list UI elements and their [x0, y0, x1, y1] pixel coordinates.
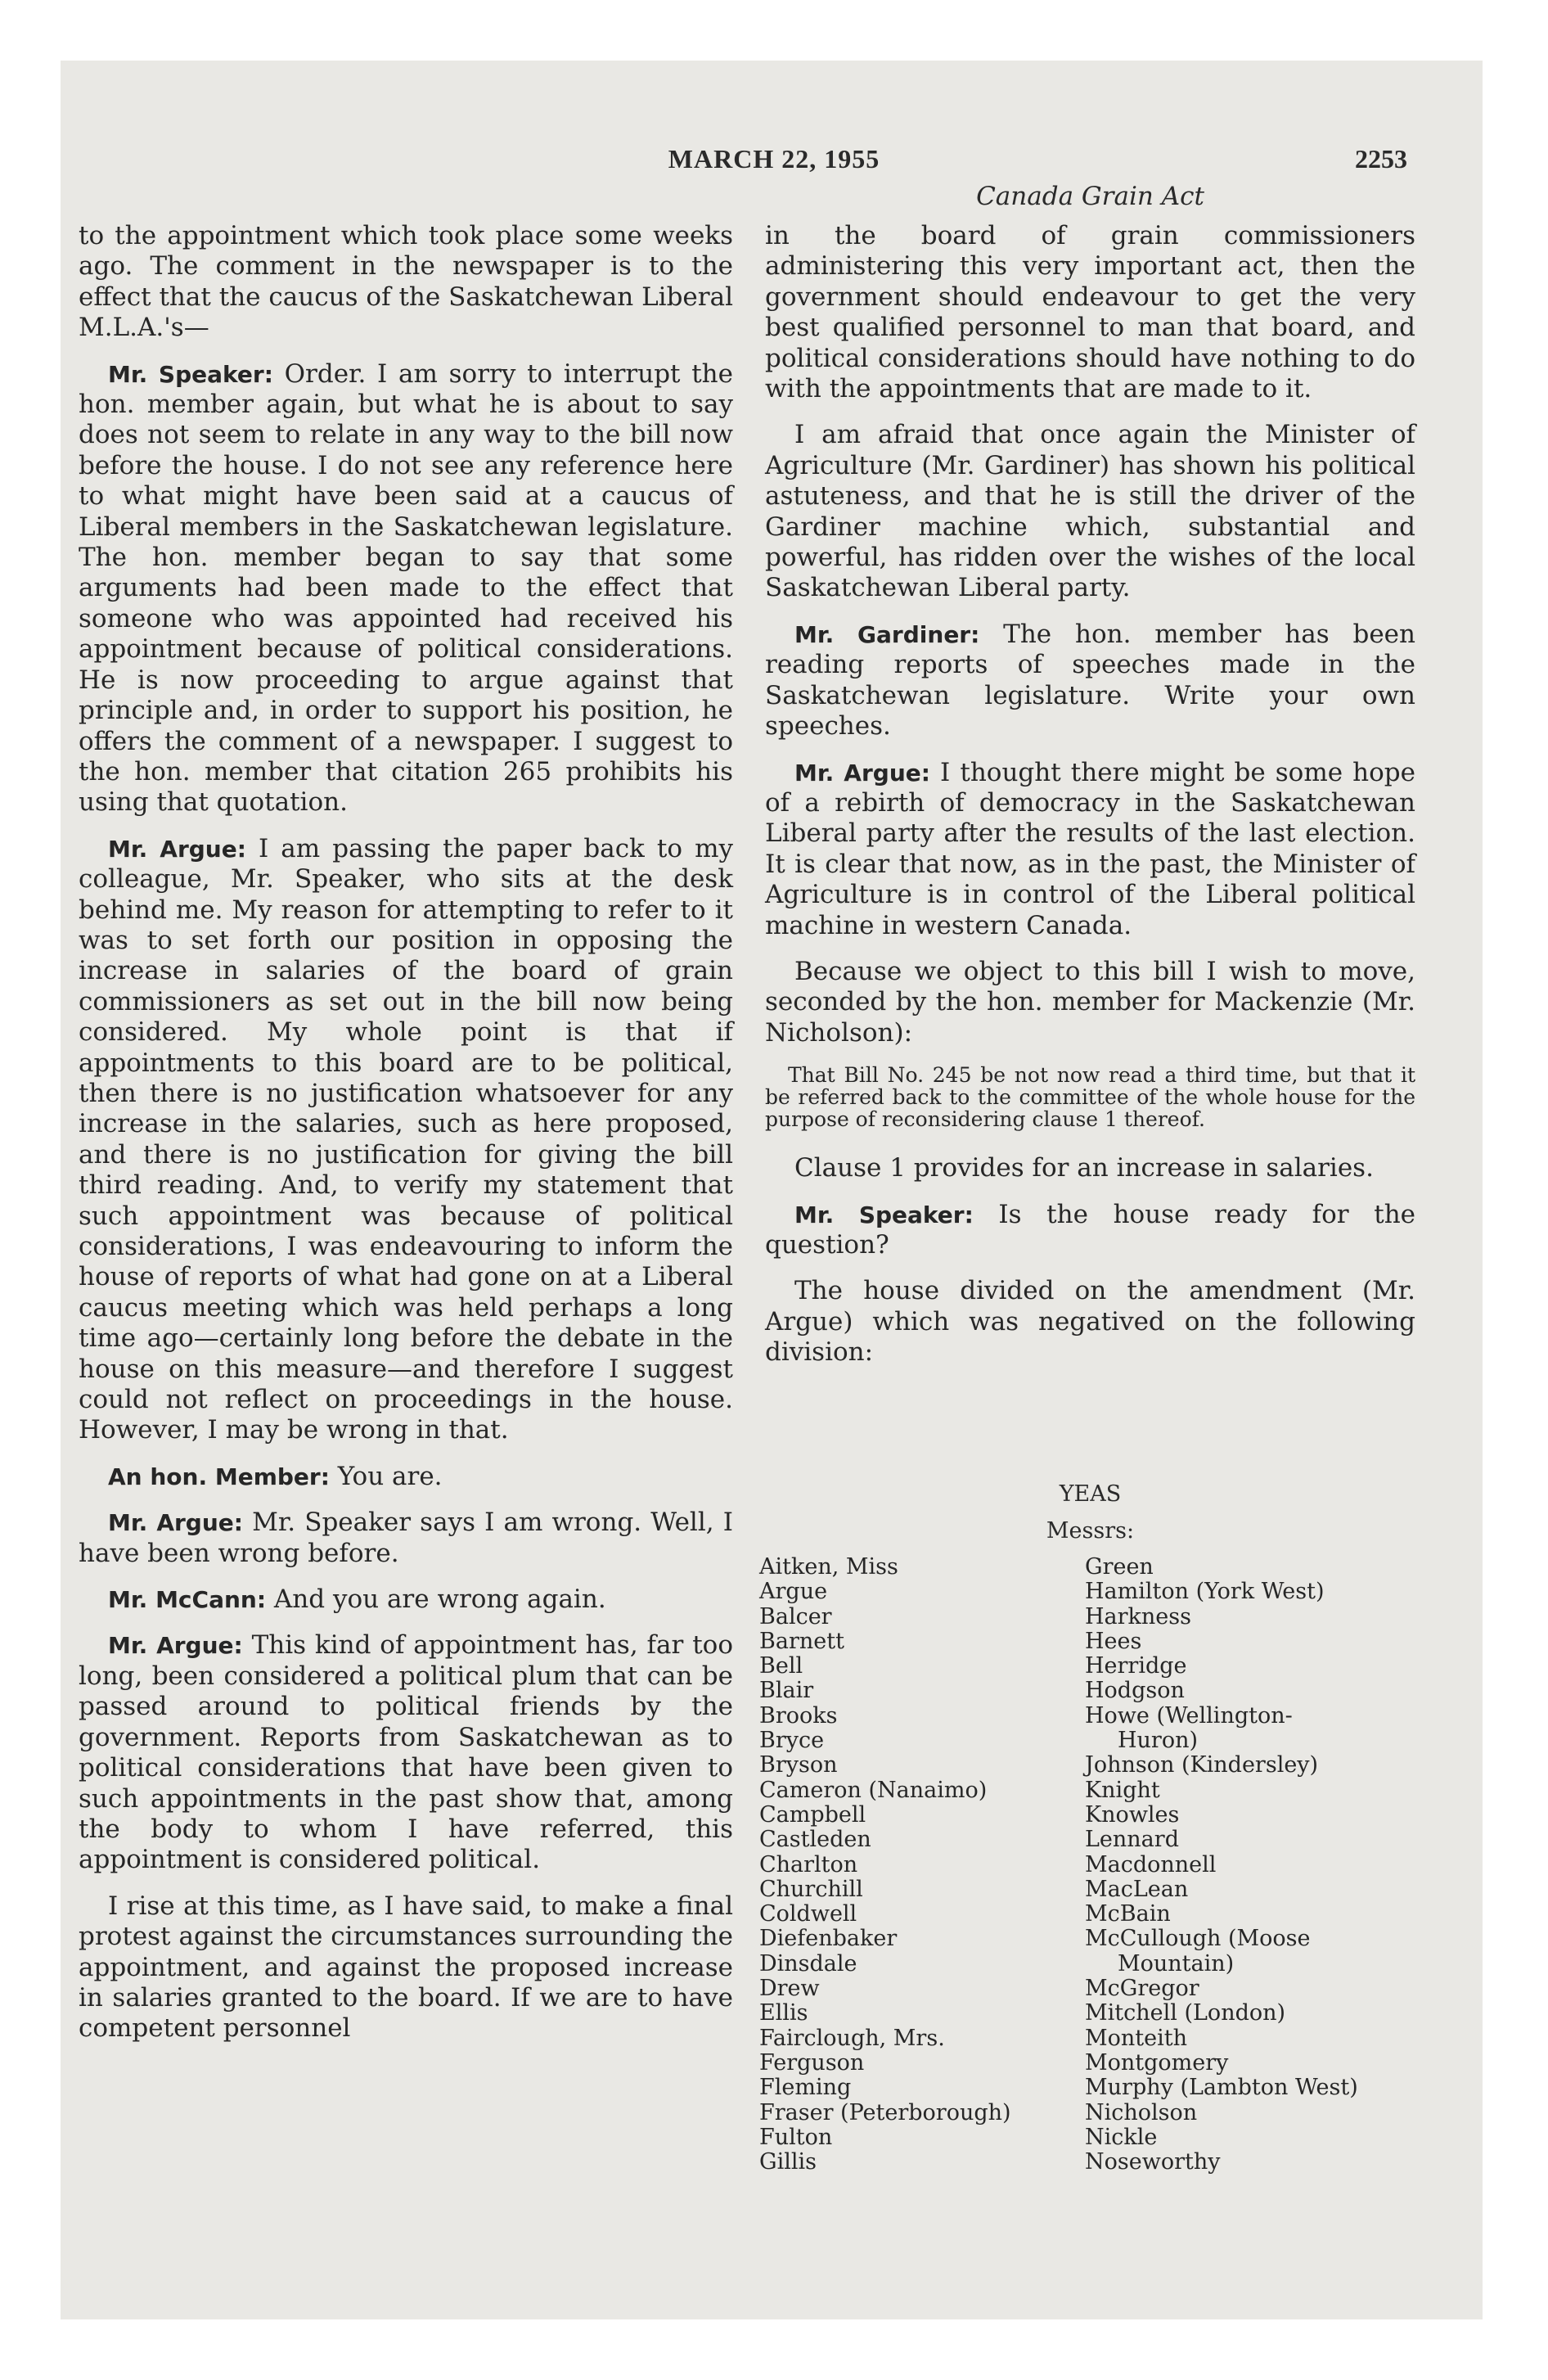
- member-name: Argue: [759, 1579, 828, 1605]
- paragraph: [79, 1584, 733, 1615]
- member-name: Fairclough, Mrs.: [759, 2025, 945, 2051]
- member-name: McGregor: [1085, 1976, 1199, 2002]
- member-name: Monteith: [1085, 2025, 1187, 2051]
- speaker-name: Mr. Argue:: [108, 835, 246, 863]
- paragraph: [79, 1462, 733, 1492]
- member-name: Hamilton (York West): [1085, 1579, 1325, 1605]
- member-name: Noseworthy: [1085, 2149, 1221, 2175]
- member-name: Drew: [759, 1976, 820, 2002]
- paragraph-text: And you are wrong again.: [266, 1584, 606, 1615]
- paragraph-text: Mr. Speaker says I am wrong. Well, I have been wrong before.: [79, 1508, 733, 1568]
- member-name: Mountain): [1118, 1950, 1235, 1977]
- paragraph: [765, 420, 1415, 603]
- member-name: Charlton: [759, 1851, 858, 1877]
- paragraph: [79, 1508, 733, 1569]
- page-number: 2253: [1355, 144, 1407, 174]
- member-name: Dinsdale: [759, 1950, 857, 1977]
- left-column: [79, 221, 733, 2060]
- paragraph: [765, 620, 1415, 742]
- member-name: Campbell: [759, 1801, 866, 1828]
- paragraph: [765, 957, 1415, 1048]
- paragraph-text: Order. I am sorry to interrupt the hon. member again, but what he is about to say does not seem to relate in any way to the bill now before the house. I do not see any reference here to what might have been said at a caucus of Liberal members in the Saskatchewan legislature. The hon. member began to say that some arguments had been made to the effect that someone who was appointed had received his appointment because of political considerations. He is now proceeding to argue against that principle and, in order to support his position, he offers the comment of a newspaper. I suggest to the hon. member that citation 265 prohibits his using that quotation.: [79, 358, 733, 818]
- member-name: Cameron (Nanaimo): [759, 1777, 988, 1803]
- member-name: Fraser (Peterborough): [759, 2099, 1011, 2125]
- member-name: Howe (Wellington-: [1085, 1702, 1293, 1729]
- division-subtitle: Messrs:: [1046, 1518, 1135, 1544]
- paragraph-text: I thought there might be some hope of a rebirth of democracy in the Saskatchewan Liberal party after the results of the last election. It is clear that now, as in the past, the Minister of Agriculture is in control of the Liberal political machine in western Canada.: [765, 757, 1415, 940]
- member-name: MacLean: [1085, 1876, 1189, 1902]
- member-name: Macdonnell: [1085, 1851, 1217, 1877]
- section-title: Canada Grain Act: [976, 182, 1204, 211]
- member-name: Brooks: [759, 1702, 838, 1729]
- member-name: Mitchell (London): [1085, 2000, 1286, 2026]
- member-name: Hees: [1085, 1628, 1142, 1654]
- speaker-name: An hon. Member:: [108, 1463, 330, 1490]
- member-name: Nickle: [1085, 2124, 1158, 2150]
- paragraph-text: The house divided on the amendment (Mr. Argue) which was negatived on the following division:: [765, 1276, 1415, 1368]
- member-name: Knowles: [1085, 1801, 1180, 1828]
- member-name: Bell: [759, 1653, 803, 1679]
- speaker-name: Mr. Speaker:: [108, 360, 273, 388]
- member-name: Bryce: [759, 1728, 825, 1754]
- member-name: Bryson: [759, 1752, 838, 1778]
- speaker-name: Mr. McCann:: [108, 1586, 267, 1614]
- paragraph-text: Clause 1 provides for an increase in salaries.: [794, 1153, 1374, 1183]
- member-name: Ferguson: [759, 2049, 865, 2076]
- member-name: Green: [1085, 1554, 1154, 1580]
- member-name: Diefenbaker: [759, 1926, 898, 1952]
- paragraph-text: You are.: [329, 1461, 443, 1491]
- paragraph: [79, 1630, 733, 1875]
- member-name: Lennard: [1085, 1827, 1179, 1853]
- paragraph-text: This kind of appointment has, far too long, been considered a political plum that can be passed around to political friends by the government. Reports from Saskatchewan as to political considerations that have been given to such appointments in the past show that, among the body to whom I have referred, this appointment is considered political.: [79, 1630, 733, 1875]
- member-name: Aitken, Miss: [759, 1554, 898, 1580]
- member-name: Gillis: [759, 2149, 817, 2175]
- paragraph: [765, 221, 1415, 404]
- paragraph-text: Is the house ready for the question?: [765, 1199, 1416, 1260]
- member-name: McCullough (Moose: [1085, 1926, 1311, 1952]
- member-name: Murphy (Lambton West): [1085, 2075, 1358, 2101]
- member-name: Fleming: [759, 2075, 852, 2101]
- member-name: Ellis: [759, 2000, 808, 2026]
- member-name: Churchill: [759, 1876, 863, 1902]
- member-name: McBain: [1085, 1901, 1171, 1927]
- speaker-name: Mr. Argue:: [794, 759, 930, 787]
- member-name: Johnson (Kindersley): [1085, 1752, 1319, 1778]
- header-date: MARCH 22, 1955: [668, 144, 880, 174]
- speaker-name: Mr. Gardiner:: [794, 620, 980, 648]
- paragraph: [79, 1891, 733, 2044]
- member-name: Nicholson: [1085, 2099, 1198, 2125]
- paragraph: [79, 221, 733, 344]
- paragraph: [765, 1200, 1415, 1261]
- division-title: YEAS: [1059, 1481, 1122, 1507]
- member-name: Montgomery: [1085, 2049, 1229, 2076]
- speaker-name: Mr. Speaker:: [794, 1201, 974, 1228]
- member-name: Huron): [1118, 1728, 1199, 1754]
- paragraph: [765, 1153, 1415, 1183]
- member-name: Knight: [1085, 1777, 1160, 1803]
- speaker-name: Mr. Argue:: [108, 1509, 243, 1537]
- paragraph-text: The hon. member has been reading reports of speeches made in the Saskatchewan legislature. Write your own speeches.: [765, 619, 1415, 741]
- paragraph-text: in the board of grain commissioners administering this very important act, then the government should endeavour to get the very best qualified personnel to man that board, and political considerations should have nothing to do with the appointments that are made to it.: [765, 221, 1415, 404]
- member-name: Balcer: [759, 1603, 832, 1629]
- member-name: Blair: [759, 1678, 814, 1704]
- paragraph: [765, 758, 1415, 941]
- member-name: Coldwell: [759, 1901, 857, 1927]
- paragraph-text: I am passing the paper back to my colleague, Mr. Speaker, who sits at the desk behind me. My reason for attempting to refer to it was to set forth our position in opposing the increase in salaries of the board of grain commissioners as set out in the bill now being considered. My whole point is that if appointments to this board are to be political, then there is no justification whatsoever for any increase in the salaries, such as here proposed, and there is no justification for giving the bill third reading. And, to verify my statement that such appointment was because of political considerations, I was endeavouring to inform the house of reports of what had gone on at a Liberal caucus meeting which was held perhaps a long time ago—certainly long before the debate in the house on this measure—and therefore I suggest could not reflect on proceedings in the house. However, I may be wrong in that.: [79, 833, 733, 1445]
- paragraph-text: That Bill No. 245 be not now read a third time, but that it be referred back to the committee of the whole house for the purpose of reconsidering clause 1 thereof.: [765, 1063, 1415, 1132]
- yeas-names-right: [1085, 1555, 1358, 2175]
- member-name: Fulton: [759, 2124, 833, 2150]
- speaker-name: Mr. Argue:: [108, 1632, 243, 1660]
- motion-text: [765, 1064, 1415, 1130]
- member-name: Herridge: [1085, 1653, 1187, 1679]
- paragraph-text: I rise at this time, as I have said, to make a final protest against the circumstances surrounding the appointment, and against the proposed increase in salaries granted to the board. If we are to have competent personnel: [79, 1891, 733, 2044]
- paragraph-text: to the appointment which took place some weeks ago. The comment in the newspaper is to the effect that the caucus of the Saskatchewan Liberal M.L.A.'s—: [79, 221, 733, 343]
- paragraph-text: I am afraid that once again the Minister of Agriculture (Mr. Gardiner) has shown his political astuteness, and that he is still the driver of the Gardiner machine which, substantial and powerful, has ridden over the wishes of the local Saskatchewan Liberal party.: [765, 420, 1415, 603]
- paragraph: [765, 1276, 1415, 1368]
- member-name: Hodgson: [1085, 1678, 1185, 1704]
- paragraph: [79, 834, 733, 1446]
- right-column: [765, 221, 1415, 1384]
- paragraph: [79, 359, 733, 818]
- yeas-names-left: [759, 1555, 1011, 2175]
- paragraph-text: Because we object to this bill I wish to move, seconded by the hon. member for Mackenzie (Mr. Nicholson):: [765, 956, 1415, 1048]
- member-name: Castleden: [759, 1827, 871, 1853]
- member-name: Barnett: [759, 1628, 844, 1654]
- member-name: Harkness: [1085, 1603, 1191, 1629]
